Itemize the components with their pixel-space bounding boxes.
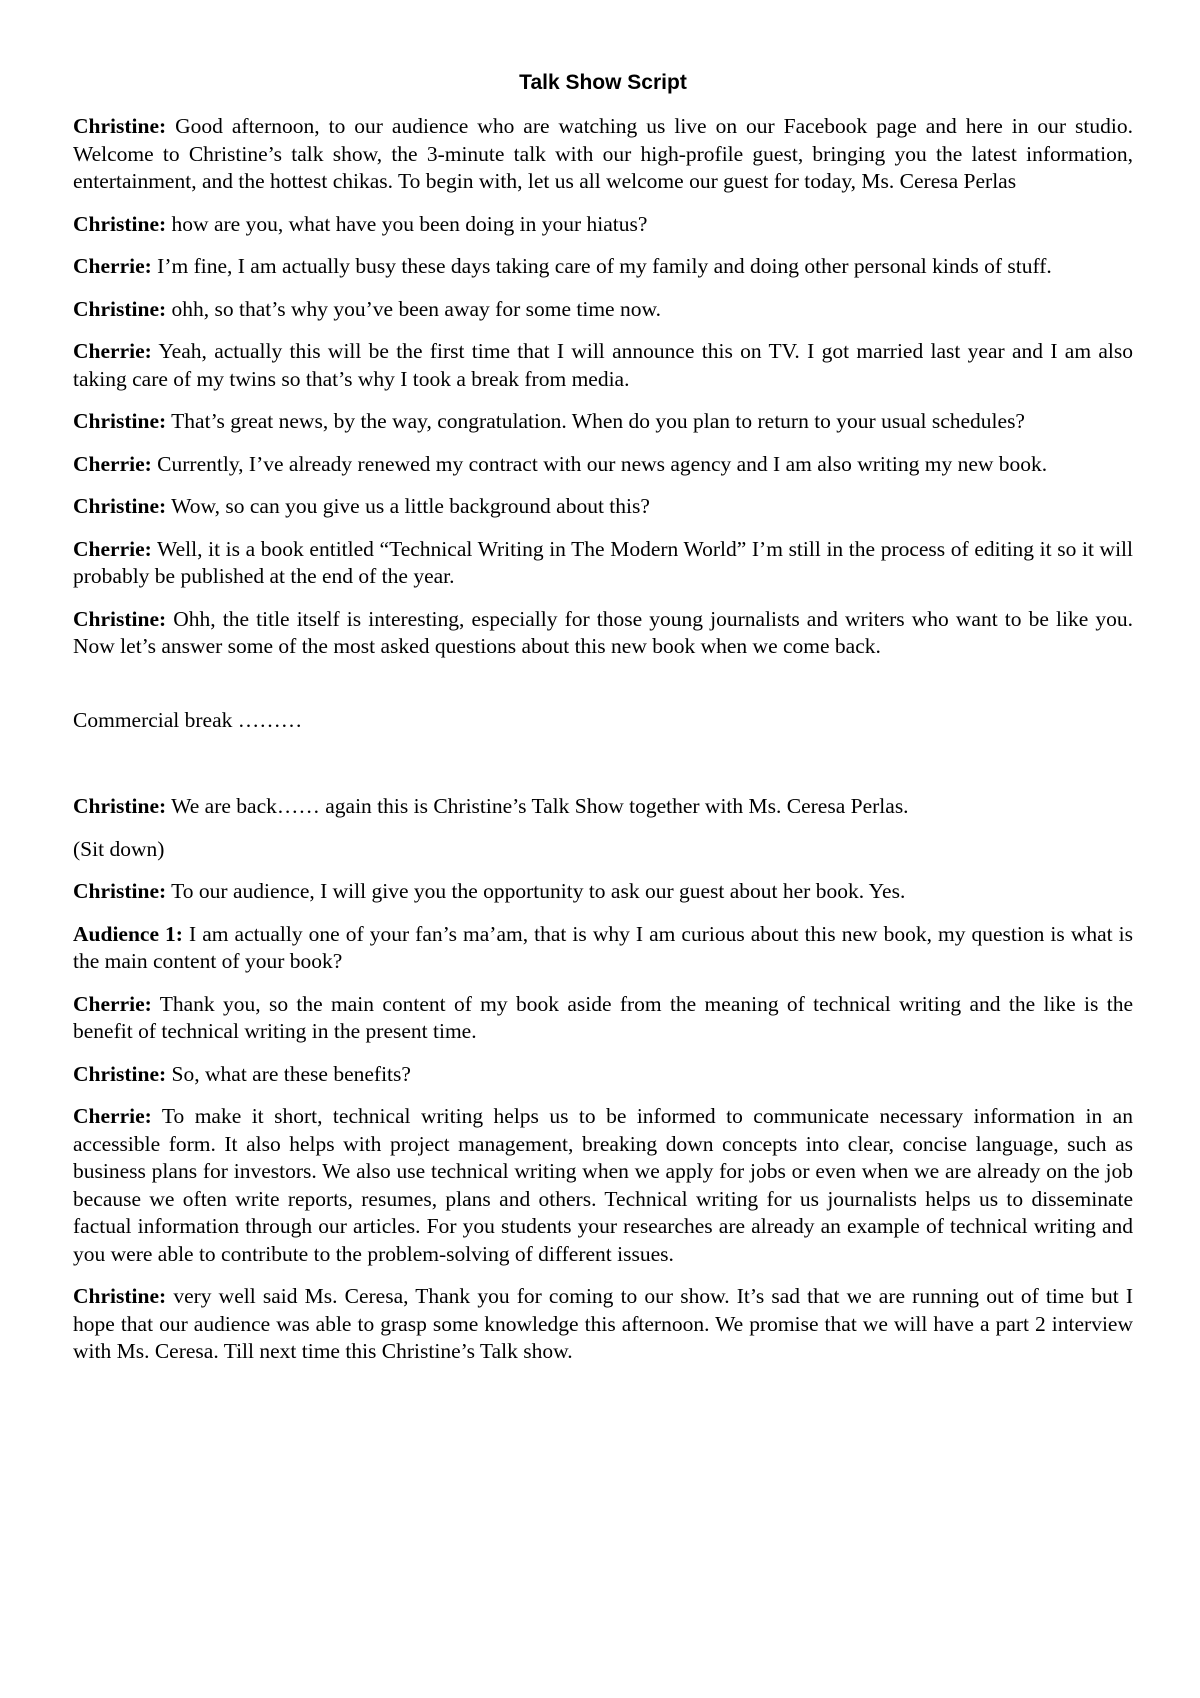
stage-direction: (Sit down) xyxy=(73,836,165,861)
dialogue-text: Yeah, actually this will be the first time that I will announce this on TV. I got married last year and I am also taking care of my twins so that’s why I took a break from media. xyxy=(73,339,1133,391)
document-title: Talk Show Script xyxy=(519,71,687,94)
dialogue-text: We are back…… again this is Christine’s Talk Show together with Ms. Ceresa Perlas. xyxy=(171,794,909,818)
script-page xyxy=(73,70,1133,1381)
speaker-name: Christine: xyxy=(73,1284,167,1308)
dialogue-line xyxy=(73,493,1133,521)
commercial-break-note: Commercial break ……… xyxy=(73,707,303,732)
speaker-name: Christine: xyxy=(73,296,167,321)
dialogue-line xyxy=(73,921,1133,976)
speaker-name: Christine: xyxy=(73,494,167,518)
dialogue-text: That’s great news, by the way, congratulation. When do you plan to return to your usual schedules? xyxy=(171,409,1025,433)
speaker-name: Cherrie: xyxy=(73,536,152,561)
dialogue-text: Good afternoon, to our audience who are watching us live on our Facebook page and here in our studio. Welcome to Christine’s talk show, the 3-minute talk with our high-profile guest, bringing you the latest information, entertainment, and the hottest chikas. To begin with, let us all welcome our guest for today, Ms. Ceresa Perlas xyxy=(73,114,1133,193)
speaker-name: Christine: xyxy=(73,606,167,631)
dialogue-line xyxy=(73,253,1133,281)
speaker-name: Christine: xyxy=(73,409,167,433)
dialogue-line xyxy=(73,1103,1133,1268)
dialogue-line xyxy=(73,991,1133,1046)
dialogue-text: Wow, so can you give us a little background about this? xyxy=(171,494,650,518)
dialogue-line xyxy=(73,211,1133,239)
speaker-name: Christine: xyxy=(73,211,167,236)
dialogue-text: ohh, so that’s why you’ve been away for some time now. xyxy=(171,296,661,321)
dialogue-text: Thank you, so the main content of my book aside from the meaning of technical writing and the like is the benefit of technical writing in the present time. xyxy=(73,991,1133,1043)
dialogue-line xyxy=(73,606,1133,661)
dialogue-text: how are you, what have you been doing in your hiatus? xyxy=(171,211,648,236)
speaker-name: Christine: xyxy=(73,114,167,138)
dialogue-text: Ohh, the title itself is interesting, especially for those young journalists and writers who want to be like you. Now let’s answer some of the most asked questions about this new book when we come back. xyxy=(73,606,1133,658)
dialogue-line xyxy=(73,408,1133,436)
dialogue-text: So, what are these benefits? xyxy=(171,1061,411,1086)
speaker-name: Cherrie: xyxy=(73,254,152,278)
dialogue-text: Currently, I’ve already renewed my contract with our news agency and I am also writing my new book. xyxy=(157,451,1048,476)
dialogue-line xyxy=(73,1061,1133,1089)
speaker-name: Christine: xyxy=(73,1061,167,1086)
dialogue-line xyxy=(73,296,1133,324)
dialogue-text: Well, it is a book entitled “Technical Writing in The Modern World” I’m still in the process of editing it so it will probably be published at the end of the year. xyxy=(73,536,1133,588)
dialogue-line xyxy=(73,536,1133,591)
dialogue-text: To our audience, I will give you the opportunity to ask our guest about her book. Yes. xyxy=(171,879,906,903)
speaker-name: Cherrie: xyxy=(73,1104,152,1128)
dialogue-line xyxy=(73,338,1133,393)
dialogue-line xyxy=(73,793,1133,821)
speaker-name: Christine: xyxy=(73,794,167,818)
speaker-name: Cherrie: xyxy=(73,339,152,363)
dialogue-text: To make it short, technical writing helps us to be informed to communicate necessary information in an accessible form. It also helps with project management, breaking down concepts into clear, concise language, such as business plans for investors. We also use technical writing when we apply for jobs or even when we are already on the job because we often write reports, resumes, plans and others. Technical writing for us journalists helps us to disseminate factual information through our articles. For you students your researches are already an example of technical writing and you were able to contribute to the problem-solving of different issues. xyxy=(73,1104,1133,1266)
dialogue-text: I am actually one of your fan’s ma’am, that is why I am curious about this new book, my question is what is the main content of your book? xyxy=(73,921,1133,973)
dialogue-line xyxy=(73,878,1133,906)
speaker-name: Cherrie: xyxy=(73,991,152,1016)
dialogue-line xyxy=(73,113,1133,196)
speaker-name: Audience 1: xyxy=(73,921,183,946)
dialogue-line xyxy=(73,1283,1133,1366)
dialogue-line xyxy=(73,451,1133,479)
speaker-name: Christine: xyxy=(73,879,167,903)
speaker-name: Cherrie: xyxy=(73,451,152,476)
dialogue-text: I’m fine, I am actually busy these days taking care of my family and doing other personal kinds of stuff. xyxy=(157,254,1052,278)
dialogue-text: very well said Ms. Ceresa, Thank you for coming to our show. It’s sad that we are running out of time but I hope that our audience was able to grasp some knowledge this afternoon. We promise that we will have a part 2 interview with Ms. Ceresa. Till next time this Christine’s Talk show. xyxy=(73,1284,1134,1363)
